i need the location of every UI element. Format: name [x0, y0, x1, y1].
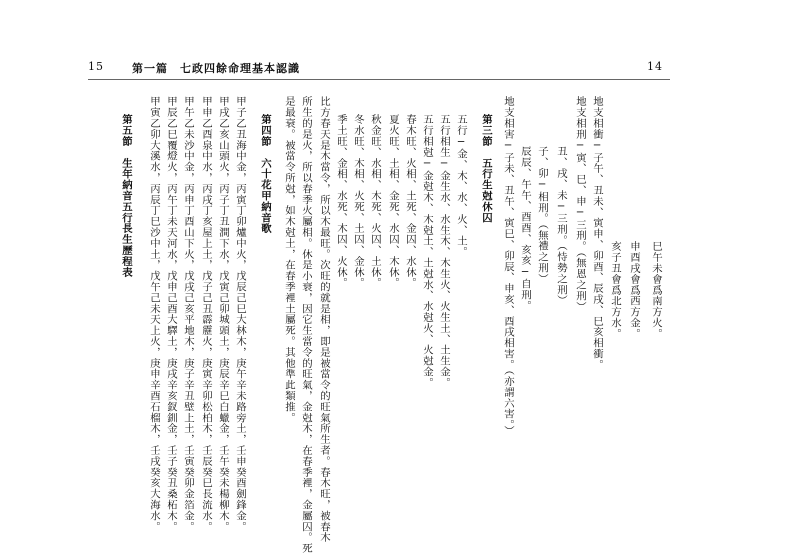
text-column: 地支相害─子未、丑午、寅巳、卯辰、申亥、酉戌相害。（亦謂六害。）	[502, 96, 514, 436]
text-column: 五行─金、木、水、火、土。	[455, 114, 467, 258]
section-heading: 第五節 生年納音五行長生歷程表	[120, 114, 132, 278]
text-column: 丑、戌、未─三刑。（恃勢之刑）	[555, 146, 567, 306]
text-column: 辰辰、午午、酉酉、亥亥─自刑。	[519, 146, 531, 312]
text-column: 冬水旺、木相、火死、土囚、金休。	[352, 114, 364, 289]
text-column: 子、卯─相刑。（無禮之刑）	[536, 146, 548, 285]
text-column: 比方春天是木當令，所以木最旺。次旺的就是相，即是被當令的旺氣所生者。春木旺，被春木	[318, 96, 330, 543]
text-column: 五行相尅─金尅木、木尅土、土尅水、水尅火、火尅金。	[421, 114, 433, 389]
text-column: 夏火旺、土相、金死、水囚、木休。	[387, 114, 399, 289]
text-column: 甲午乙未沙中金，丙申丁酉山下火，戊戌己亥平地木，庚子辛丑壁上土，壬寅癸卯金箔金。	[182, 96, 194, 532]
text-column: 甲子乙丑海中金，丙寅丁卯爐中火，戊辰己巳大林木，庚午辛未路旁土，壬申癸酉劍鋒金。	[234, 96, 246, 532]
text-column: 巳午未會爲南方火。	[650, 241, 662, 340]
text-column: 地支相衝─子午、丑未、寅申、卯酉、辰戌、巳亥相衝。	[591, 96, 603, 371]
text-column: 五行相生─金生水、水生木、木生火、火生土、土生金。	[438, 114, 450, 389]
text-column: 季土旺、金相、水死、木囚、火休。	[335, 114, 347, 289]
header-rule	[88, 79, 670, 80]
chapter-running-head: 第一篇 七政四餘命理基本認識	[132, 62, 300, 75]
text-column: 春木旺、火相、土死、金囚、水休。	[404, 114, 416, 289]
text-column: 甲申乙酉泉中水，丙戌丁亥屋上土，戊子己丑霹靂火，庚寅辛卯松柏木，壬辰癸巳長流水。	[200, 96, 212, 532]
section-heading: 第三節 五行生尅休囚	[480, 114, 492, 223]
text-column: 甲辰乙巳覆燈火，丙午丁未天河水，戊申己酉大驛土，庚戌辛亥釵釧金，壬子癸丑桑柘木。	[165, 96, 177, 532]
text-column: 地支相刑─寅、巳、申─三刑。（無恩之刑）	[574, 96, 586, 312]
section-heading: 第四節 六十花甲納音歌	[259, 114, 271, 234]
text-column: 申酉戌會爲西方金。	[628, 241, 640, 340]
text-column: 所生的是火，所以春季火屬相。休是小衰，因它生當令的旺氣，金尅木，在春季裡，金屬囚。死	[300, 96, 312, 554]
left-page-number: 15	[88, 60, 104, 73]
text-column: 是最衰。被當令所尅，如木尅土，在春季裡土屬死。其他準此類推。	[283, 96, 295, 423]
text-column: 甲戌乙亥山頭火，丙子丁丑澗下水，戊寅己卯城頭土，庚辰辛巳白蠟金，壬午癸未楊柳木。	[217, 96, 229, 532]
text-column: 秋金旺、水相、木死、火囚、土休。	[369, 114, 381, 289]
text-column: 甲寅乙卯大溪水，丙辰丁巳沙中土，戊午己未天上火，庚申辛酉石榴木，壬戌癸亥大海水。	[148, 96, 160, 532]
text-column: 亥子丑會爲北方水。	[609, 241, 621, 340]
right-page-number: 14	[647, 60, 663, 73]
